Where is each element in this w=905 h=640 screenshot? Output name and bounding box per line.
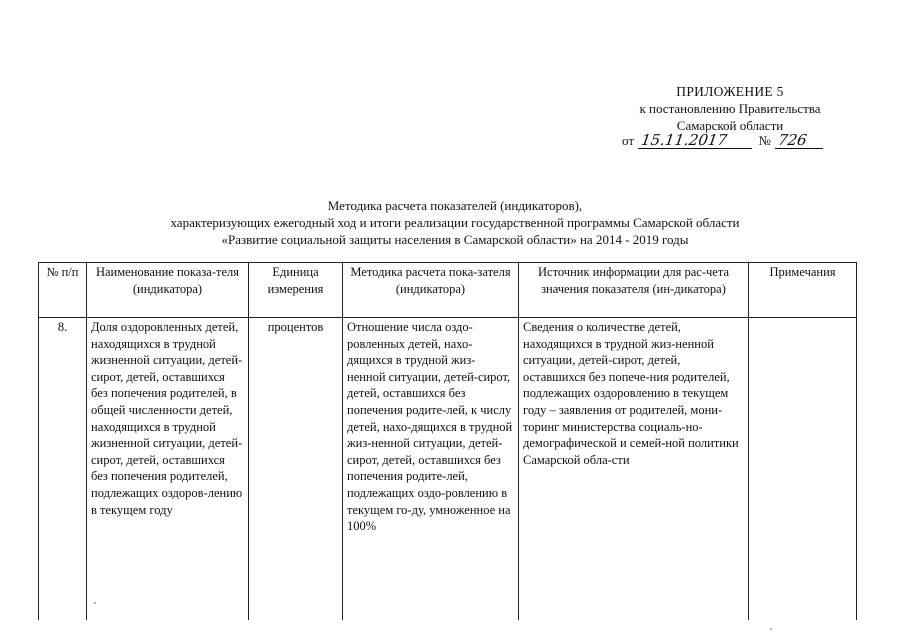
decree-number-handwritten: 726 xyxy=(775,133,825,149)
header-number: № п/п xyxy=(39,263,87,318)
scan-speck xyxy=(770,628,772,630)
header-notes: Примечания xyxy=(749,263,857,318)
appendix-block xyxy=(600,83,860,134)
header-calculation-method: Методика расчета пока-зателя (индикатора) xyxy=(343,263,519,318)
cell-calculation-method: Отношение числа оздо-ровленных детей, нахо-дящихся в трудной жиз-ненной ситуации, детей-сирот, детей, оставшихся без попечения родите-лей, к числу детей, нахо-дящихся в трудной жиз-ненной ситуации, детей-сирот, детей, оставшихся без попечения родите-лей, подлежащих оздо-ровлению в текущем го-ду, умноженное на 100% xyxy=(343,318,519,621)
heading-line-2: характеризующих ежегодный ход и итоги реализации государственной программы Самарской области xyxy=(170,215,740,230)
cell-number: 8. xyxy=(39,318,87,621)
cell-notes xyxy=(749,318,857,621)
decree-date-number-line xyxy=(622,133,852,149)
header-information-source: Источник информации для рас-чета значения показателя (ин-дикатора) xyxy=(519,263,749,318)
heading-line-3: «Развитие социальной защиты населения в Самарской области» на 2014 - 2019 годы xyxy=(221,232,689,247)
indicators-table xyxy=(38,262,857,620)
appendix-region-line: Самарской области xyxy=(676,118,784,133)
scan-speck xyxy=(94,602,96,604)
appendix-title: ПРИЛОЖЕНИЕ 5 xyxy=(676,84,784,99)
cell-information-source: Сведения о количестве детей, находящихся в трудной жиз-ненной ситуации, детей-сирот, детей, оставшихся без попече-ния родителей, подлежащих оздоровлению в текущем году – заявления от родителей, мони-торинг министерства социаль-но-демографической и семей-ной политики Самарской обла-сти xyxy=(519,318,749,621)
cell-indicator-name: Доля оздоровленных детей, находящихся в трудной жизненной ситуации, детей-сирот, детей, оставшихся без попечения родителей, в общей численности детей, находящихся в трудной жизненной ситуации, детей-сирот, детей, оставшихся без попечения родителей, подлежащих оздоров-лению в текущем году xyxy=(87,318,249,621)
header-indicator-name: Наименование показа-теля (индикатора) xyxy=(87,263,249,318)
heading-line-1: Методика расчета показателей (индикаторов), xyxy=(327,198,583,213)
decree-date-handwritten: 15.11.2017 xyxy=(638,133,754,149)
appendix-decree-line: к постановлению Правительства xyxy=(639,101,821,116)
table-row xyxy=(39,318,857,621)
header-unit: Единица измерения xyxy=(249,263,343,318)
table-header-row xyxy=(39,263,857,318)
from-label: от xyxy=(622,133,635,148)
document-heading xyxy=(60,197,850,248)
number-label: № xyxy=(758,133,771,148)
cell-unit: процентов xyxy=(249,318,343,621)
